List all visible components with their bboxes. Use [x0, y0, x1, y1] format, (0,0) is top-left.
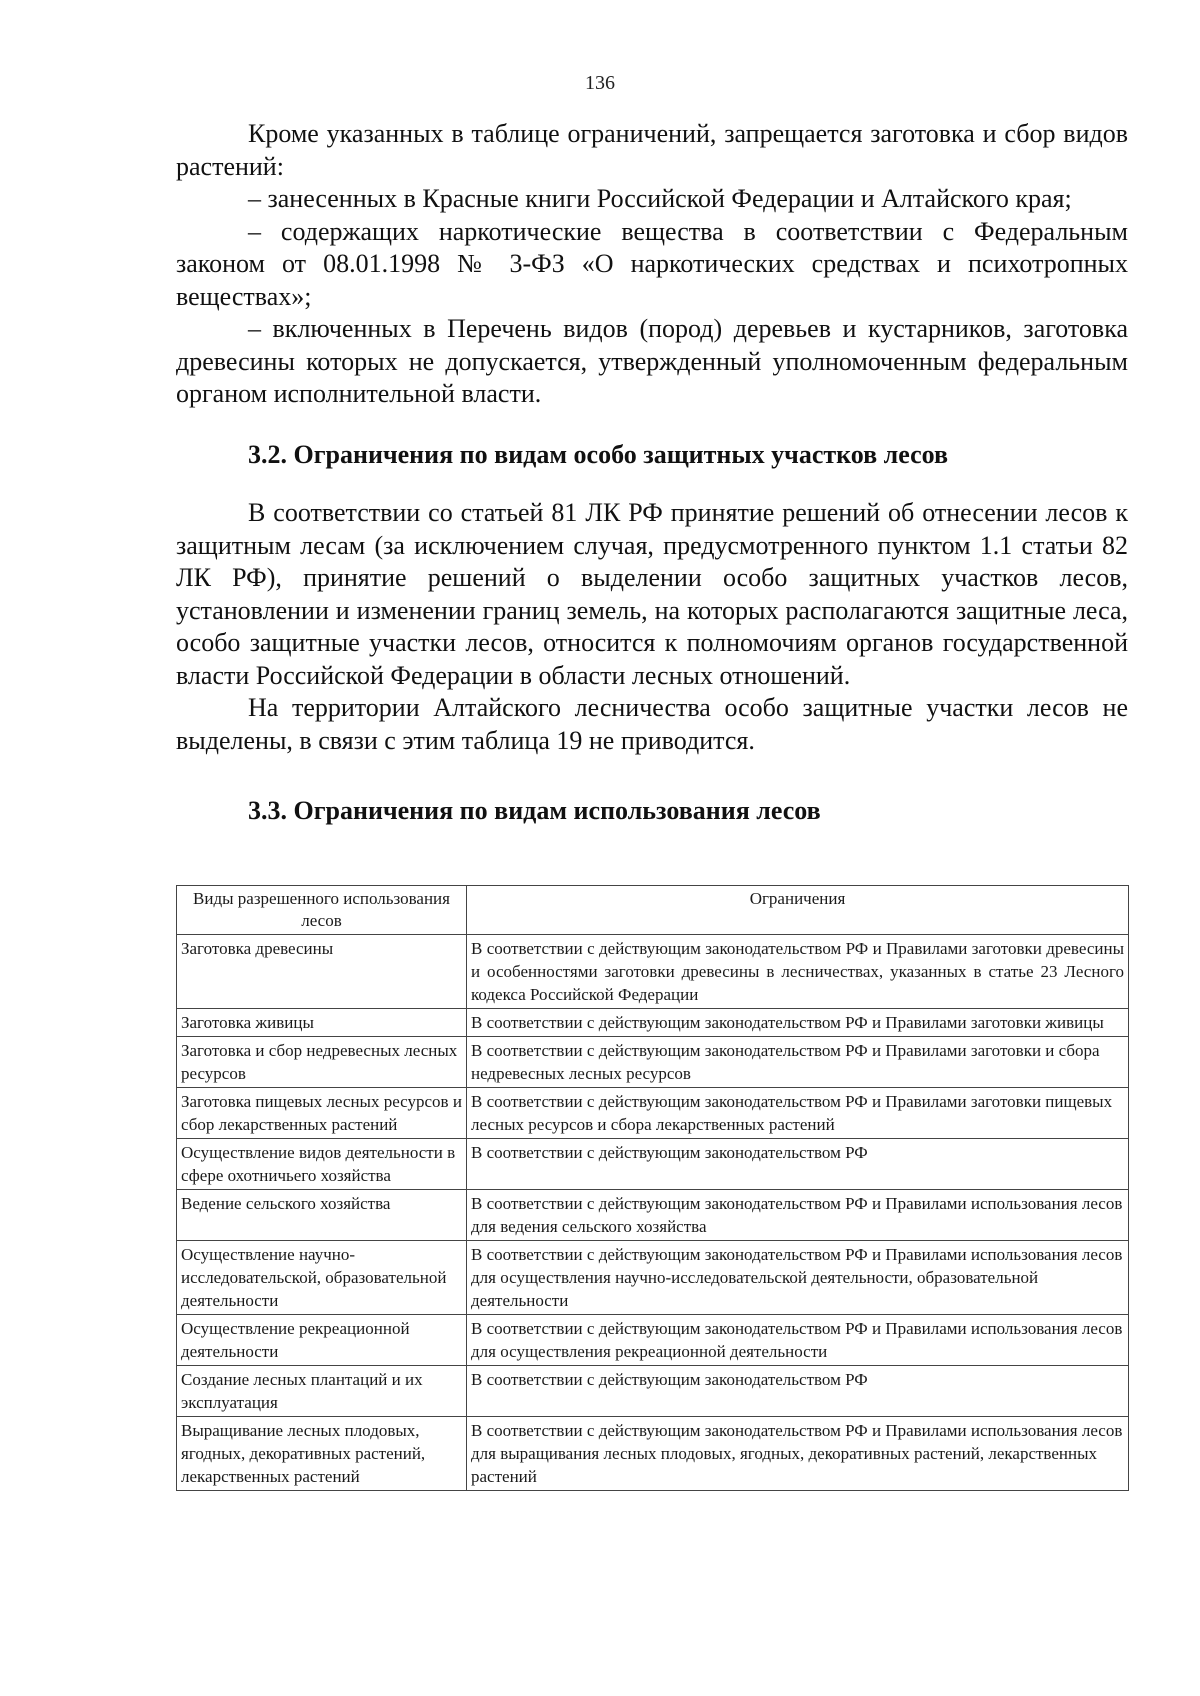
restriction-cell: В соответствии с действующим законодательством РФ и Правилами использования лесов для ведения сельского хозяйства [467, 1190, 1129, 1241]
usage-type-cell: Осуществление видов деятельности в сфере охотничьего хозяйства [177, 1139, 467, 1190]
table-row [177, 1009, 1129, 1037]
restriction-cell: В соответствии с действующим законодательством РФ и Правилами заготовки древесины и особенностями заготовки древесины в лесничествах, указанных в статье 23 Лесного кодекса Российской Федерации [467, 935, 1129, 1009]
usage-type-cell: Осуществление рекреационной деятельности [177, 1315, 467, 1366]
usage-type-cell: Заготовка древесины [177, 935, 467, 1009]
usage-type-cell: Ведение сельского хозяйства [177, 1190, 467, 1241]
usage-type-cell: Осуществление научно-исследовательской, образовательной деятельности [177, 1241, 467, 1315]
table-row [177, 1037, 1129, 1088]
document-body [176, 118, 1128, 846]
usage-type-cell: Заготовка пищевых лесных ресурсов и сбор лекарственных растений [177, 1088, 467, 1139]
header-restrictions: Ограничения [467, 886, 1129, 935]
header-usage-type: Виды разрешенного использования лесов [177, 886, 467, 935]
restrictions-table [176, 885, 1129, 1491]
table-row [177, 1241, 1129, 1315]
restriction-cell: В соответствии с действующим законодательством РФ [467, 1139, 1129, 1190]
restriction-cell: В соответствии с действующим законодательством РФ и Правилами заготовки пищевых лесных ресурсов и сбора лекарственных растений [467, 1088, 1129, 1139]
section-3-2-paragraph-2: На территории Алтайского лесничества особо защитные участки лесов не выделены, в связи с этим таблица 19 не приводится. [176, 693, 1128, 755]
table-row [177, 1190, 1129, 1241]
restriction-bullet-red-book: – занесенных в Красные книги Российской Федерации и Алтайского края; [248, 184, 1072, 213]
restriction-cell: В соответствии с действующим законодательством РФ и Правилами использования лесов для осуществления научно-исследовательской деятельности, образовательной деятельности [467, 1241, 1129, 1315]
section-3-2-heading: 3.2. Ограничения по видам особо защитных участков лесов [248, 439, 949, 469]
table-row [177, 1088, 1129, 1139]
restriction-cell: В соответствии с действующим законодательством РФ и Правилами использования лесов для выращивания лесных плодовых, ягодных, декоративных растений, лекарственных растений [467, 1417, 1129, 1491]
restriction-cell: В соответствии с действующим законодательством РФ и Правилами использования лесов для осуществления рекреационной деятельности [467, 1315, 1129, 1366]
restriction-bullet-narcotics: – содержащих наркотические вещества в соответствии с Федеральным законом от 08.01.1998 № 3-ФЗ «О наркотических средствах и психотропных веществах»; [176, 216, 1128, 311]
usage-type-cell: Заготовка и сбор недревесных лесных ресурсов [177, 1037, 467, 1088]
table-row [177, 1315, 1129, 1366]
usage-type-cell: Создание лесных плантаций и их эксплуатация [177, 1366, 467, 1417]
page-number: 136 [585, 72, 615, 94]
restriction-bullet-protected-species: – включенных в Перечень видов (пород) деревьев и кустарников, заготовка древесины которых не допускается, утвержденный уполномоченным федеральным органом исполнительной власти. [176, 314, 1128, 408]
table-row [177, 935, 1129, 1009]
restriction-cell: В соответствии с действующим законодательством РФ и Правилами заготовки живицы [467, 1009, 1129, 1037]
section-3-3-heading: 3.3. Ограничения по видам использования лесов [248, 796, 821, 825]
restriction-cell: В соответствии с действующим законодательством РФ [467, 1366, 1129, 1417]
table-row [177, 1139, 1129, 1190]
table-header-row [177, 886, 1129, 935]
intro-paragraph: Кроме указанных в таблице ограничений, запрещается заготовка и сбор видов растений: [176, 119, 1128, 181]
section-3-2-paragraph-1: В соответствии со статьей 81 ЛК РФ принятие решений об отнесении лесов к защитным лесам (за исключением случая, предусмотренного пунктом 1.1 статьи 82 ЛК РФ), принятие решений о выделении особо защитных участков лесов, установлении и изменении границ земель, на которых располагаются защитные леса, особо защитные участки лесов, относится к полномочиям органов государственной власти Российской Федерации в области лесных отношений. [176, 498, 1128, 690]
usage-type-cell: Заготовка живицы [177, 1009, 467, 1037]
restriction-cell: В соответствии с действующим законодательством РФ и Правилами заготовки и сбора недревесных лесных ресурсов [467, 1037, 1129, 1088]
usage-type-cell: Выращивание лесных плодовых, ягодных, декоративных растений, лекарственных растений [177, 1417, 467, 1491]
table-row [177, 1366, 1129, 1417]
table-row [177, 1417, 1129, 1491]
